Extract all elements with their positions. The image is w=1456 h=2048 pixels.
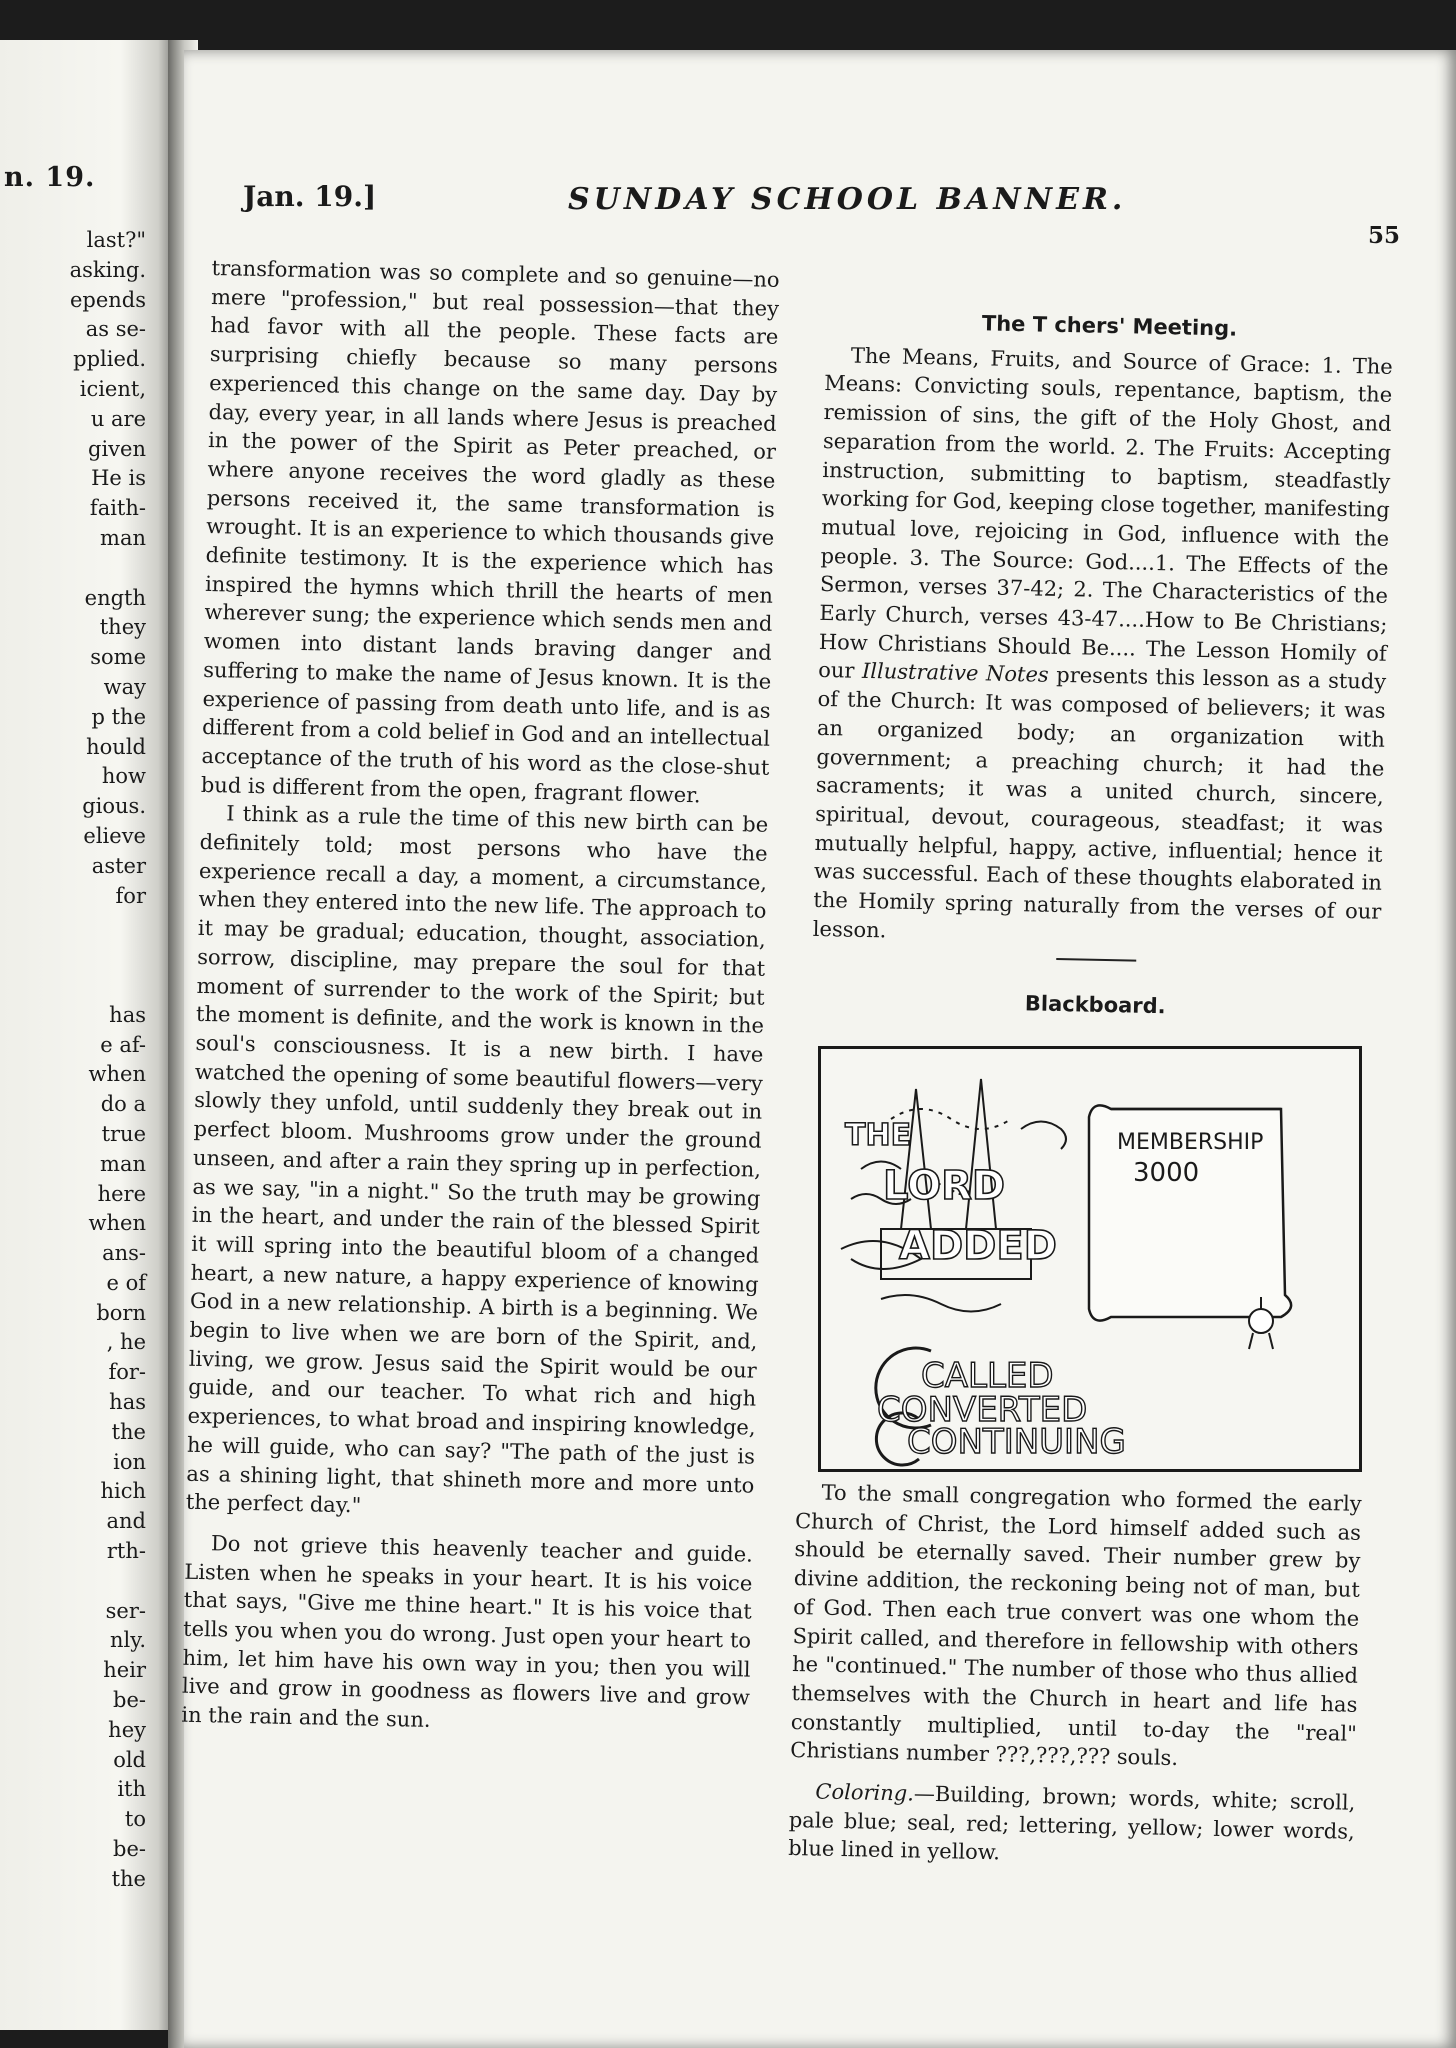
left-page-line: they <box>99 615 146 640</box>
left-page-line: when <box>88 1211 146 1236</box>
left-page-line: when <box>88 1062 146 1087</box>
left-page-line: , he <box>106 1330 146 1355</box>
left-page-line: ser- <box>105 1598 146 1623</box>
left-page-line <box>70 911 146 941</box>
left-page-line: heir <box>103 1658 146 1683</box>
left-page-line <box>70 941 146 971</box>
left-page-line: ith <box>117 1777 146 1802</box>
left-page-line: for <box>115 883 146 908</box>
left-page-line: He is <box>91 466 146 491</box>
left-page-line: how <box>101 764 146 789</box>
teachers-meeting-text <box>813 341 1393 956</box>
bb-continuing: CONTINUING <box>907 1422 1126 1462</box>
left-page-line <box>70 1567 146 1597</box>
section-divider <box>1056 958 1136 962</box>
left-page-text <box>70 226 146 1895</box>
left-page-line: has <box>109 1390 146 1415</box>
left-page-line: man <box>100 525 146 550</box>
left-page-line: the <box>111 1866 146 1891</box>
left-page-line: hich <box>100 1479 146 1504</box>
left-page-line: to <box>124 1807 146 1832</box>
left-page-line: p the <box>91 704 146 729</box>
left-page-line: some <box>90 645 146 670</box>
left-page-edge <box>0 40 172 2030</box>
coloring-text: —Building, brown; words, white; scroll, pale blue; seal, red; lettering, yellow; lower words, blue lined in yellow. <box>787 1781 1356 1865</box>
left-page-line: be- <box>113 1837 146 1862</box>
page-number: 55 <box>1368 222 1401 249</box>
left-page-line: icient, <box>79 376 146 401</box>
left-page-line: gious. <box>82 794 146 819</box>
left-page-line: rth- <box>106 1539 146 1564</box>
teachers-text-b: presents this lesson as a study of the Church: It was composed of believers; it was an organized body; an organization with government; a preaching church; it had the sacraments; it was a united church, sincere, spiritual, devout, courageous, steadfast; it was mutually helpful, happy, active, influential; hence it was successful. Each of these thoughts elaborated in the Homily spring naturally from the verses of our lesson. <box>812 663 1387 943</box>
left-page-line: as se- <box>85 317 146 342</box>
bb-added: ADDED <box>899 1223 1057 1269</box>
left-page-line: the <box>111 1419 146 1444</box>
blackboard-heading: Blackboard. <box>1024 991 1166 1019</box>
left-page-line <box>70 971 146 1001</box>
right-column-bottom <box>788 1478 1362 1875</box>
header-date: Jan. 19.] <box>243 180 377 213</box>
left-page-line: pplied. <box>73 347 146 372</box>
bb-converted: CONVERTED <box>877 1390 1088 1430</box>
left-page-line: and <box>106 1509 146 1534</box>
left-page-line: epends <box>69 287 146 312</box>
left-page-line: way <box>103 674 146 699</box>
paragraph-1: transformation was so complete and so genuine—no mere "profession," but real possession—that they had favor with all the people. These facts are surprising chiefly because so many persons experienced this change on the same day. Day by day, every year, in all lands where Jesus is preached in the power of the Spirit as Peter preached, or where anyone receives the word gladly as these persons received it, the same transformation is wrought. It is an experience to which thousands give definite testimony. It is the experience which has inspired the hymns which thrill the hearts of men wherever sung; the experience which sends men and women into distant lands braving danger and suffering to make the name of Jesus known. It is the experience of passing from death unto life, and is as different from a cold belief in God and an intellectual acceptance of the truth of his word as the close-shut bud is different from the open, fragrant flower. <box>200 255 780 808</box>
paragraph-3: Do not grieve this heavenly teacher and guide. Listen when he speaks in your heart. It is his voice that says, "Give me thine heart." It is his voice that tells you when you do wrong. Just open your heart to him, let him have his own way in you; then you will live and grow in goodness as flowers live and grow in the rain and the sun. <box>181 1531 754 1733</box>
left-page-line: e af- <box>100 1032 146 1057</box>
left-page-line: e of <box>106 1270 146 1295</box>
left-page-line: aster <box>91 853 146 878</box>
teachers-text-a: The Means, Fruits, and Source of Grace: 1. The Means: Convicting souls, repentance, baptism, the remission of sins, the gift of the Holy Ghost, and separation from the world. 2. The Fruits: Accepting instruction, submitting to baptism, steadfastly working for God, keeping close together, manifesting mutual love, rejoicing in God, influence with the people. 3. The Source: God....1. The Effects of the Sermon, verses 37-42; 2. The Characteristics of the Early Church, verses 43-47....How to Be Christians; How Christians Should Be.... The Lesson Homily of our <box>817 343 1393 684</box>
left-page-line: ength <box>84 585 146 610</box>
left-page-line: has <box>109 1002 146 1027</box>
left-page-line: true <box>101 1121 146 1146</box>
left-page-line: asking. <box>69 257 146 282</box>
coloring-label: Coloring. <box>815 1779 915 1806</box>
left-page-line: ion <box>113 1449 146 1474</box>
left-page-line: nly. <box>110 1628 146 1653</box>
left-page-line: elieve <box>83 823 146 848</box>
blackboard-explanation: To the small congregation who formed the early Church of Christ, the Lord himself added such as should be eternally saved. Their number grew by divine addition, the reckoning being not of man, but of God. Then each true convert was one whom the Spirit called, and therefore in fellowship with others he "continued." The number of those who thus allied themselves with the Church in heart and life has constantly multiplied, until to-day the "real" Christians number ???,???,??? souls. <box>790 1480 1362 1771</box>
paragraph-2: I think as a rule the time of this new birth can be definitely told; most persons who have the experience recall a day, a moment, a circumstance, when they entered into the new life. The approach to it may be gradual; education, thought, association, sorrow, discipline, may prepare the soul for that moment of surrender to the work of the Spirit; but the moment is definite, and the work is known in the soul's consciousness. It is a new birth. I have watched the opening of some beautiful flowers—very slowly they unfold, until suddenly they break out in perfect bloom. Mushrooms grow under the ground unseen, and after a rain they spring up in perfection, as we say, "in a night." So the truth may be growing in the heart, and under the rain of the blessed Spirit it will spring into the beautiful bloom of a changed heart, a new nature, a happy experience of knowing God in a new relationship. A birth is a beginning. We begin to live when we are born of the Spirit, and, living, we grow. Jesus said the Spirit would be our guide, and our teacher. To what rich and high experiences, to what broad and inspiring knowledge, he will guide, who can say? "The path of the just is as a shining light, that shineth more and more unto the perfect day." <box>185 801 769 1518</box>
left-page-line: be- <box>113 1688 146 1713</box>
bb-called: CALLED <box>921 1356 1054 1396</box>
bb-membership: MEMBERSHIP <box>1117 1130 1264 1155</box>
left-page-line: ans- <box>102 1241 146 1266</box>
bb-membership-number: 3000 <box>1133 1158 1200 1188</box>
left-page-line: do a <box>100 1092 146 1117</box>
coloring-note <box>788 1777 1356 1875</box>
left-page-line: given <box>88 436 146 461</box>
left-page-line: old <box>113 1747 146 1772</box>
left-page-line: u are <box>90 406 146 431</box>
blackboard-illustration <box>818 1046 1362 1472</box>
left-page-line: last?" <box>86 228 146 252</box>
left-page-line: for- <box>108 1360 146 1385</box>
left-page-line: here <box>97 1181 146 1206</box>
bb-the: THE <box>845 1118 912 1153</box>
right-column-top <box>811 300 1394 1032</box>
left-page-header: n. 19. <box>4 162 96 193</box>
left-page-line: hey <box>108 1717 146 1742</box>
left-page-line: hould <box>86 734 146 759</box>
header-title: SUNDAY SCHOOL BANNER. <box>568 182 1127 217</box>
illustrative-notes-title: Illustrative Notes <box>861 659 1049 688</box>
left-page-line <box>70 554 146 584</box>
left-column <box>181 254 780 1741</box>
teachers-meeting-heading: The T chers' Meeting. <box>981 311 1238 341</box>
left-page-line: faith- <box>89 496 146 521</box>
left-page-line: man <box>100 1151 146 1176</box>
left-page-line: born <box>96 1300 146 1325</box>
bb-lord: LORD <box>883 1163 1006 1209</box>
blackboard-drawing <box>821 1049 1359 1469</box>
